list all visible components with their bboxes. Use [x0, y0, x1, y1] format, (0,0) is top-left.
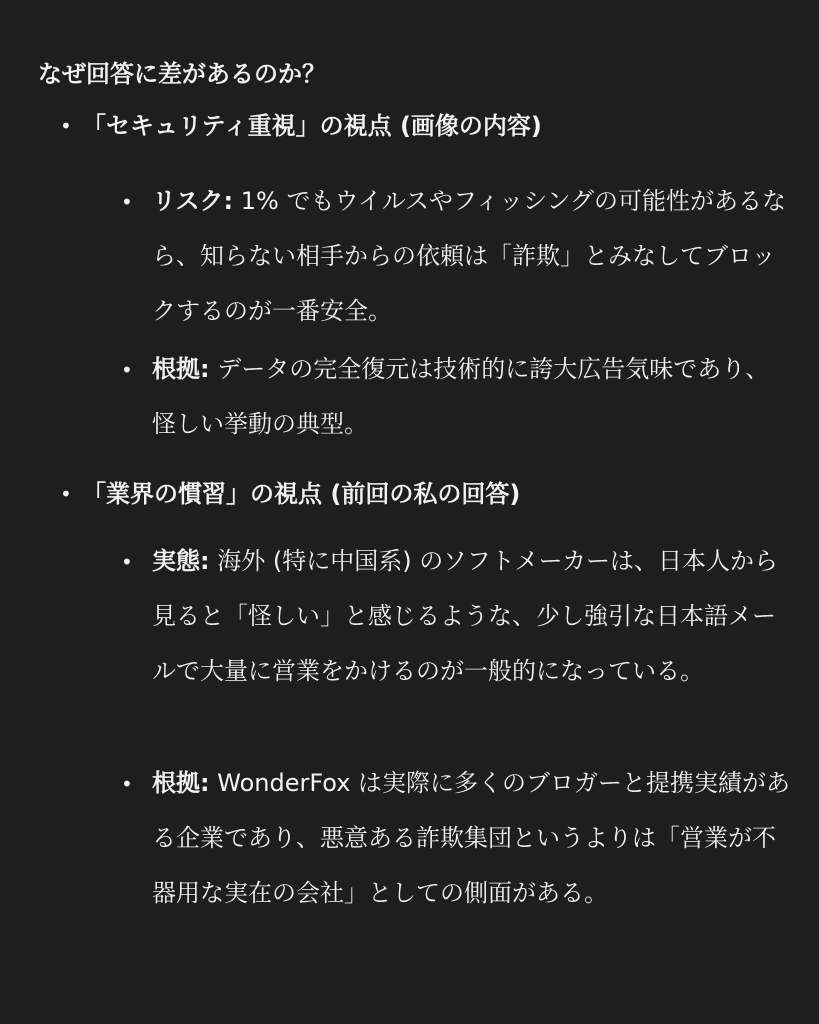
list-item-text [152, 174, 792, 339]
list-item-text [152, 534, 792, 699]
item-body: WonderFox は実際に多くのブロガーと提携実績がある企業であり、悪意ある詐欺集団というよりは「営業が不器用な実在の会社」としての側面がある。 [152, 769, 791, 907]
item-body: 1% でもウイルスやフィッシングの可能性があるなら、知らない相手からの依頼は「詐欺」とみなしてブロックするのが一番安全。 [152, 187, 787, 325]
section-title: 「業界の慣習」の視点 (前回の私の回答) [82, 480, 521, 508]
item-label: 根拠: [152, 355, 210, 383]
bullet-icon: • [121, 550, 133, 574]
bullet-icon: • [121, 190, 133, 214]
bullet-icon: • [60, 482, 72, 506]
list-item-text [152, 342, 792, 452]
item-label: 根拠: [152, 769, 210, 797]
list-item-text [152, 756, 792, 921]
item-label: リスク: [152, 187, 234, 215]
section-heading: なぜ回答に差があるのか？ [38, 60, 326, 88]
bullet-icon: • [121, 772, 133, 796]
bullet-icon: • [60, 114, 72, 138]
section-title: 「セキュリティ重視」の視点 (画像の内容) [82, 112, 542, 140]
bullet-icon: • [121, 358, 133, 382]
item-body: データの完全復元は技術的に誇大広告気味であり、怪しい挙動の典型。 [152, 355, 770, 438]
item-body: 海外 (特に中国系) のソフトメーカーは、日本人から見ると「怪しい」と感じるような、少し強引な日本語メールで大量に営業をかけるのが一般的になっている。 [152, 547, 779, 685]
item-label: 実態: [152, 547, 210, 575]
